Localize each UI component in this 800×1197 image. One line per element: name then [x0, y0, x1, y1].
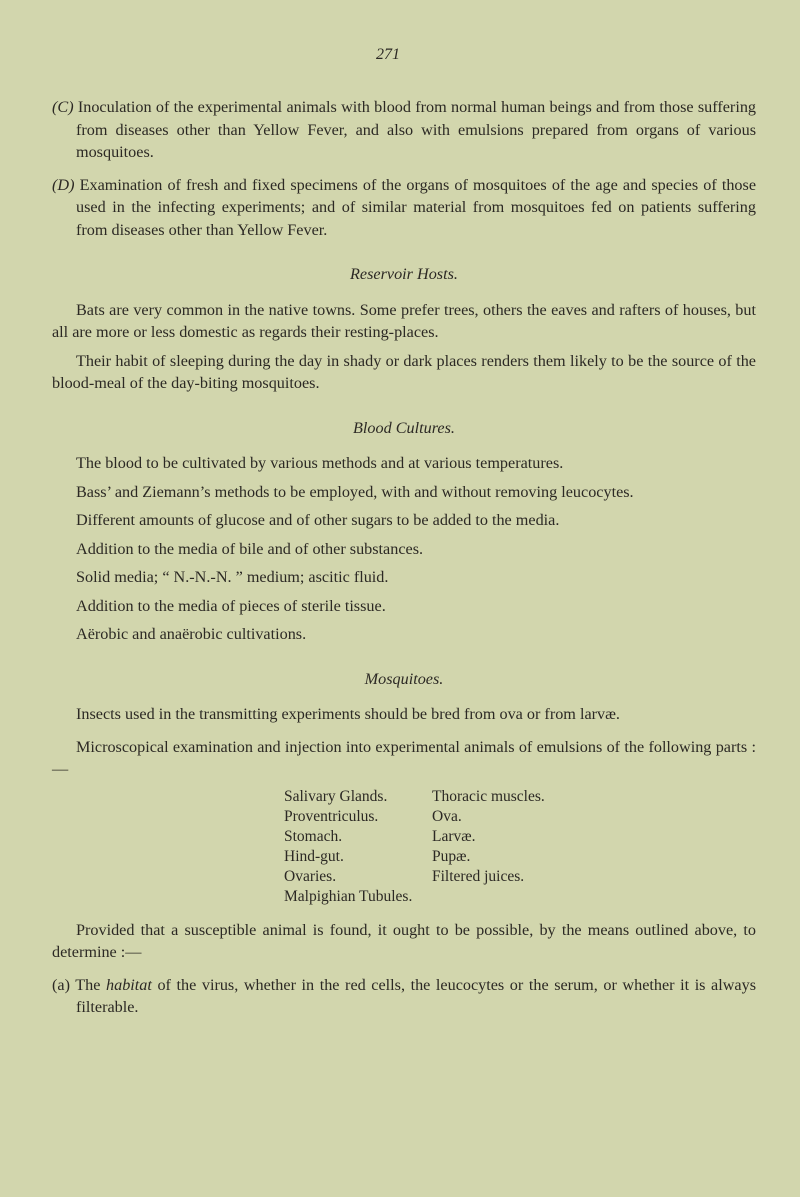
part-item: Thoracic muscles.	[432, 787, 545, 805]
part-item: Ovaries.	[284, 867, 337, 885]
reservoir-paragraph: Bats are very common in the native towns. Some prefer trees, others the eaves and rafters of houses, but all are more or less domestic as regards their resting-places.	[52, 300, 756, 341]
section-d	[52, 174, 756, 242]
section-a-text: of the virus, whether in the red cells, the leucocytes or the serum, or whether it is always filterable.	[76, 975, 757, 1016]
reservoir-paragraph: Their habit of sleeping during the day in shady or dark places renders them likely to be the source of the blood-meal of the day-biting mosquitoes.	[52, 351, 756, 392]
parts-row	[284, 867, 756, 887]
section-a-italic: habitat	[106, 975, 152, 994]
mosquitoes-paragraph: Insects used in the transmitting experiments should be bred from ova or from larvæ.	[76, 705, 620, 723]
blood-cultures-paragraph: Aërobic and anaërobic cultivations.	[76, 625, 307, 643]
blood-cultures-paragraph: Bass’ and Ziemann’s methods to be employed, with and without removing leucocytes.	[76, 482, 634, 501]
parts-row	[284, 807, 756, 827]
section-a	[52, 974, 756, 1019]
part-item: Larvæ.	[432, 827, 476, 845]
part-item: Malpighian Tubules.	[284, 887, 413, 905]
reservoir-hosts-heading: Reservoir Hosts.	[350, 265, 458, 283]
section-c-text: Inoculation of the experimental animals with blood from normal human beings and from those suffering from diseases other than Yellow Fever, and also with emulsions prepared from organs of various mosquitoes.	[76, 98, 757, 161]
section-c	[52, 96, 756, 164]
parts-row	[284, 827, 756, 847]
mosquito-parts-list	[284, 787, 756, 907]
parts-row	[284, 787, 756, 807]
part-item: Hind-gut.	[284, 847, 344, 865]
section-a-label: (a)	[52, 975, 70, 994]
blood-cultures-paragraph: The blood to be cultivated by various methods and at various temperatures.	[76, 454, 564, 472]
blood-cultures-paragraph: Addition to the media of pieces of sterile tissue.	[76, 596, 386, 615]
page-number: 271	[376, 46, 400, 63]
part-item: Stomach.	[284, 827, 343, 845]
mosquitoes-paragraph: Microscopical examination and injection into experimental animals of emulsions of the following parts :—	[52, 737, 756, 778]
blood-cultures-heading: Blood Cultures.	[353, 418, 455, 437]
part-item: Salivary Glands.	[284, 787, 388, 805]
section-d-label: (D)	[52, 175, 75, 194]
blood-cultures-paragraph: Solid media; “ N.-N.-N. ” medium; ascitic fluid.	[76, 568, 389, 586]
mosquitoes-heading: Mosquitoes.	[364, 669, 444, 688]
blood-cultures-paragraph: Different amounts of glucose and of other sugars to be added to the media.	[76, 511, 560, 529]
part-item: Proventriculus.	[284, 807, 379, 825]
parts-row	[284, 847, 756, 867]
part-item: Filtered juices.	[432, 867, 525, 885]
parts-row	[284, 887, 756, 907]
part-item: Pupæ.	[432, 847, 471, 865]
page-content	[52, 96, 756, 1019]
blood-cultures-paragraph: Addition to the media of bile and of other substances.	[76, 539, 424, 558]
section-d-text: Examination of fresh and fixed specimens of the organs of mosquitoes of the age and species of those used in the infecting experiments; and of similar material from mosquitoes fed on patients suffering from diseases other than Yellow Fever.	[76, 175, 757, 239]
part-item: Ova.	[432, 807, 462, 825]
section-c-label: (C)	[52, 98, 74, 116]
closing-paragraph: Provided that a susceptible animal is found, it ought to be possible, by the means outlined above, to determine :—	[52, 920, 756, 961]
section-a-pre: The	[75, 975, 101, 994]
